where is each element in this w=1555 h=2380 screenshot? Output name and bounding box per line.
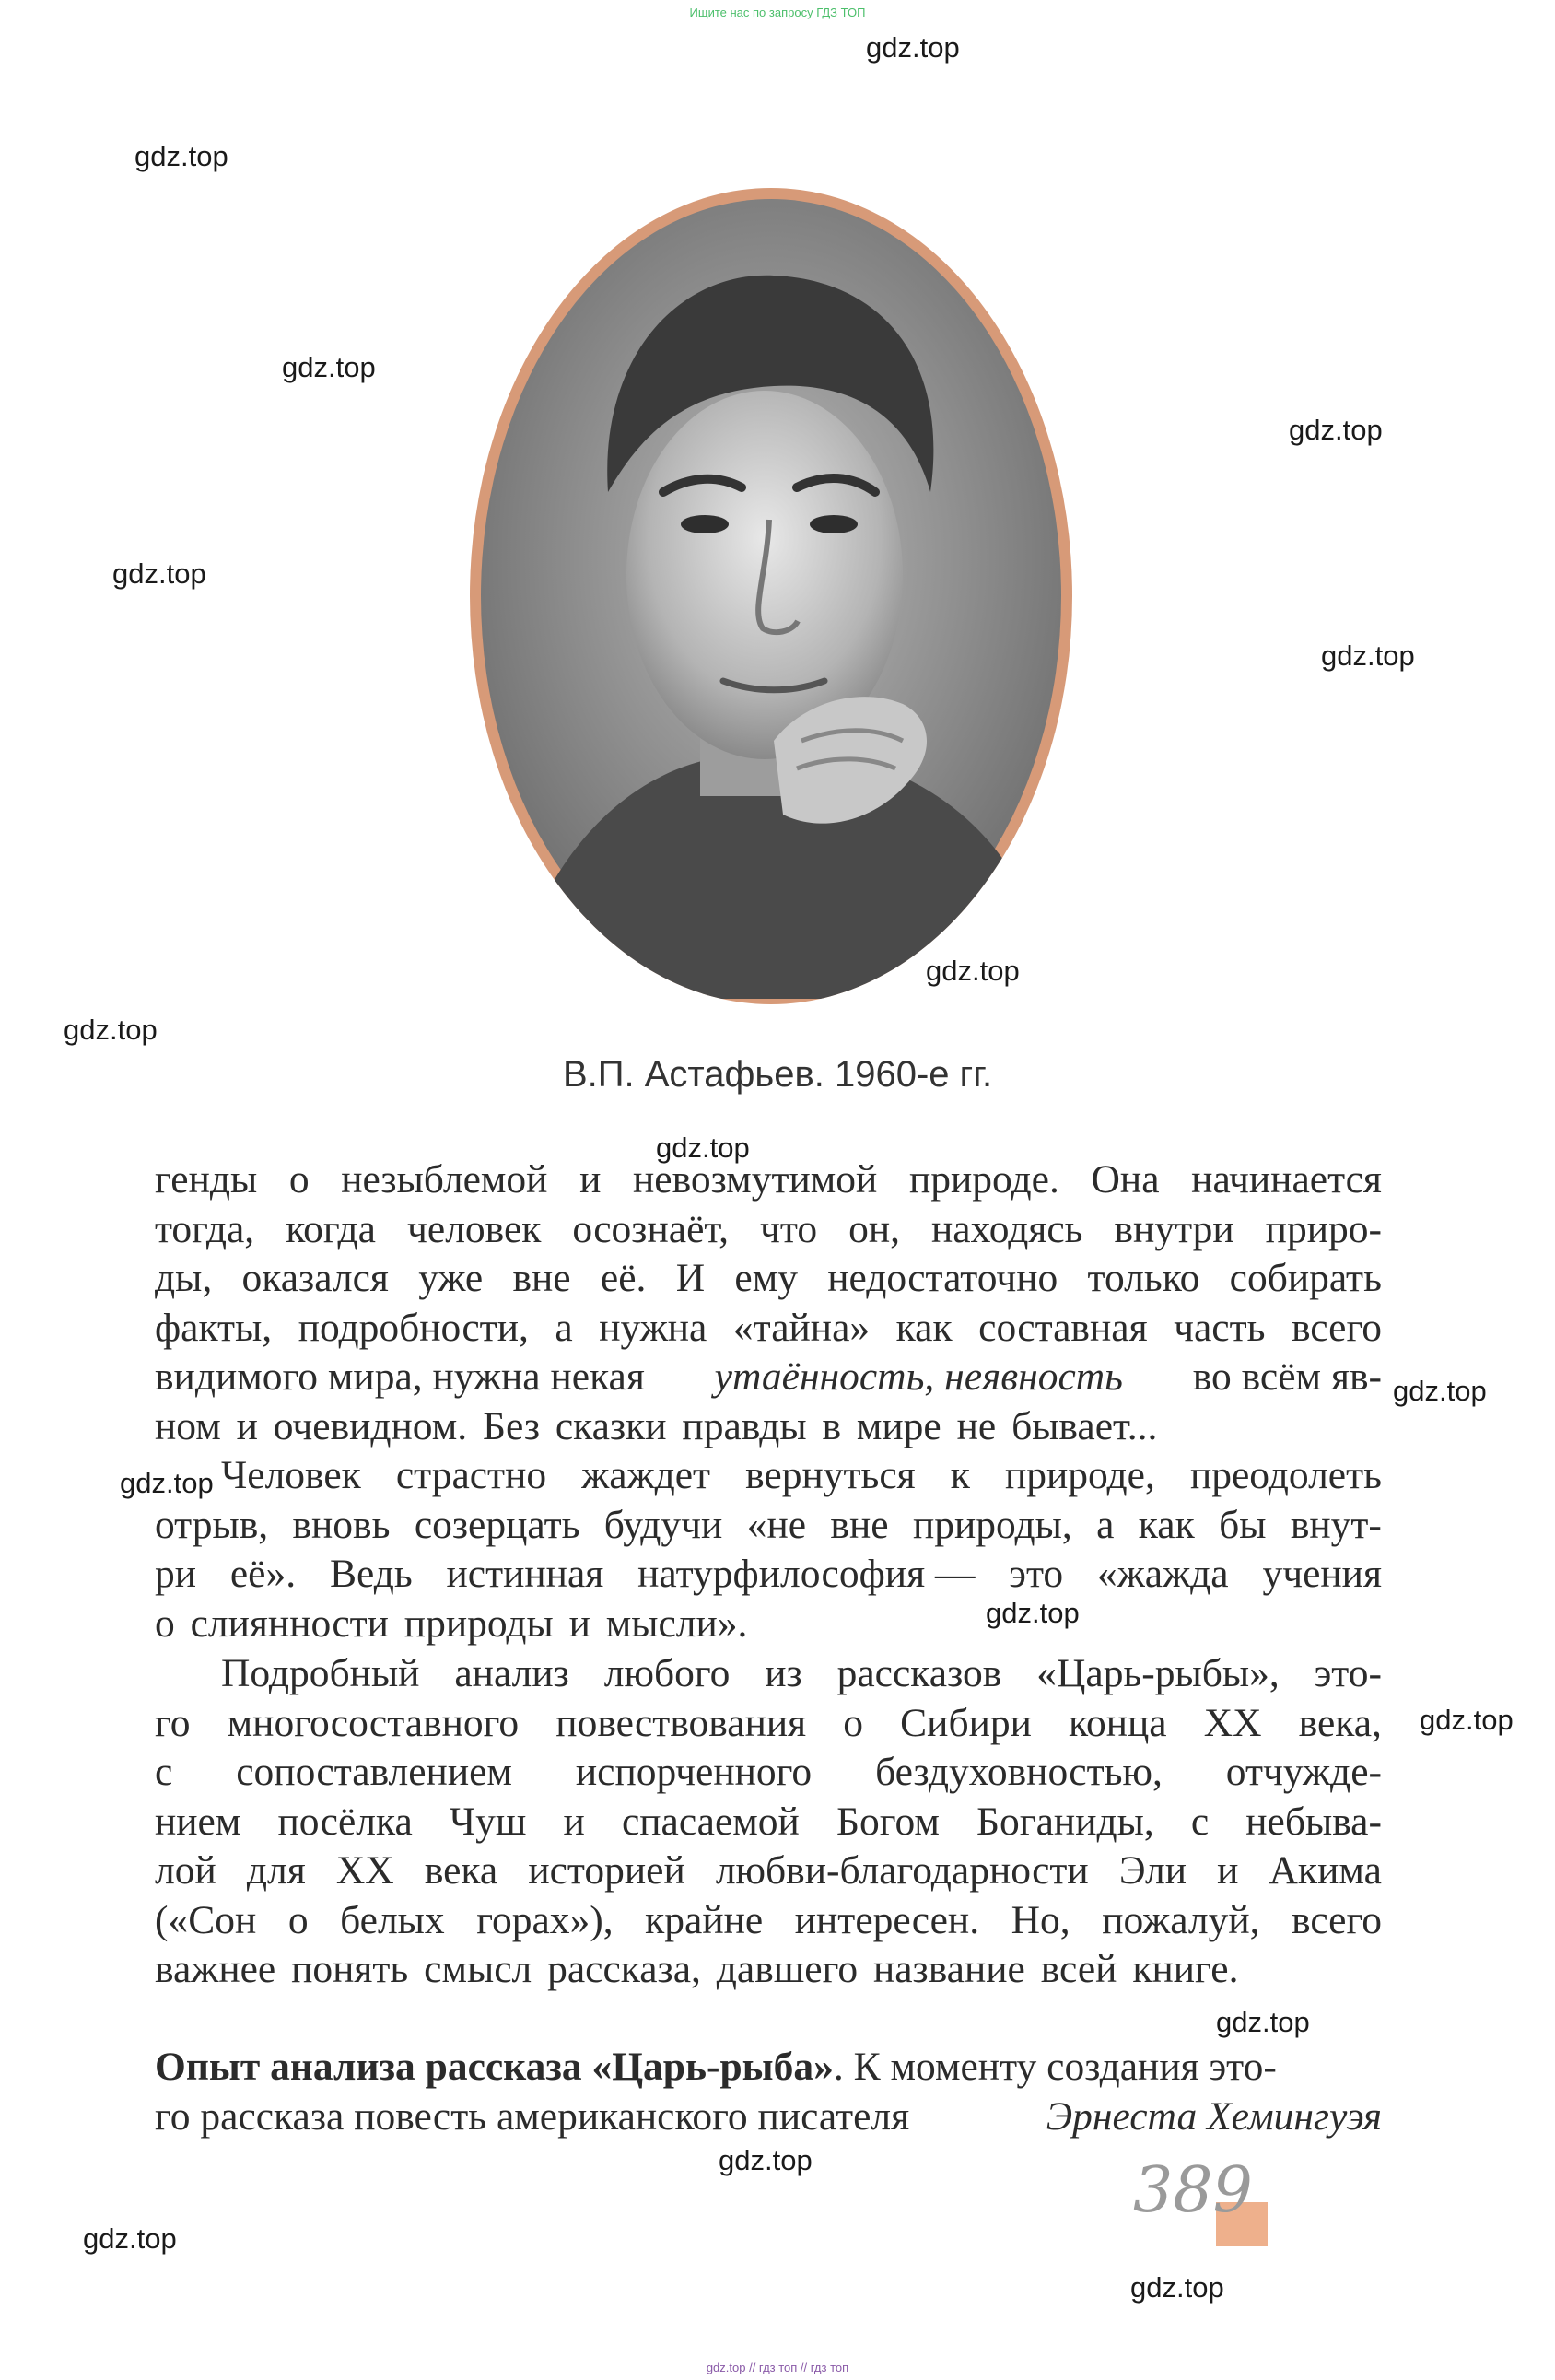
page-number: 389 (1133, 2154, 1253, 2227)
watermark: gdz.top (83, 2222, 177, 2255)
watermark: gdz.top (282, 351, 376, 383)
text-line: с сопоставлением испорченного бездуховностью, отчужде- (155, 1750, 1382, 1794)
section-paragraph (155, 2043, 1382, 2141)
portrait-frame (470, 188, 1072, 1004)
text-line: факты, подробности, а нужна «тайна» как составная часть всего (155, 1305, 1382, 1350)
text-line: Опыт анализа рассказа «Царь-рыба». К моменту создания это- (155, 2045, 1277, 2089)
text-line: видимого мира, нужна некая утаённость, неявность во всём яв- (155, 1354, 1382, 1399)
watermark: gdz.top (1321, 639, 1415, 672)
watermark: gdz.top (64, 1014, 158, 1046)
text-line: ды, оказался уже вне её. И ему недостаточно только собирать (155, 1256, 1382, 1300)
text-line: важнее понять смысл рассказа, давшего название всей книге. (155, 1947, 1239, 1991)
section-title: Опыт анализа рассказа «Царь-рыба» (155, 2045, 834, 2089)
watermark: gdz.top (1216, 2006, 1310, 2038)
top-banner: Ищите нас по запросу ГДЗ ТОП (689, 6, 866, 19)
watermark: gdz.top (719, 2144, 813, 2176)
text-line: Человек страстно жаждет вернуться к природе, преодолеть (221, 1453, 1382, 1497)
watermark: gdz.top (926, 955, 1020, 987)
paragraph-2 (155, 1451, 1382, 1648)
text-line: отрыв, вновь созерцать будучи «не вне природы, а как бы внут- (155, 1502, 1382, 1547)
watermark: gdz.top (656, 1131, 750, 1164)
watermark: gdz.top (120, 1467, 214, 1499)
watermark: gdz.top (866, 31, 960, 64)
author-portrait (470, 188, 1072, 1004)
photo-caption: В.П. Астафьев. 1960-е гг. (562, 1054, 993, 1095)
text-line: генды о незыблемой и невозмутимой природе. Она начинается (155, 1157, 1382, 1202)
text-line: лой для XX века историей любви-благодарности Эли и Акима (155, 1848, 1382, 1893)
text-line: ри её». Ведь истинная натурфилософия — это «жажда учения (155, 1552, 1382, 1596)
text-line: го рассказа повесть американского писателя Эрнеста Хемингуэя (155, 2093, 1382, 2139)
text-line: го многосоставного повествования о Сибири конца XX века, (155, 1700, 1382, 1745)
watermark: gdz.top (134, 140, 228, 172)
watermark: gdz.top (112, 557, 206, 590)
text-line: тогда, когда человек осознаёт, что он, находясь внутри приро- (155, 1206, 1382, 1251)
text-line: Подробный анализ любого из рассказов «Царь-рыбы», это- (221, 1651, 1382, 1695)
footer-banner: gdz.top // гдз топ // гдз топ (706, 2361, 849, 2374)
watermark: gdz.top (1420, 1704, 1514, 1736)
text-line: («Сон о белых горах»), крайне интересен. Но, пожалуй, всего (155, 1897, 1382, 1942)
paragraph-1 (155, 1155, 1382, 1451)
text-line: ном и очевидном. Без сказки правды в мире не бывает... (155, 1403, 1158, 1448)
paragraph-3 (155, 1649, 1382, 1995)
watermark: gdz.top (986, 1597, 1080, 1629)
watermark: gdz.top (1130, 2271, 1224, 2304)
text-line: нием посёлка Чуш и спасаемой Богом Боганиды, с небыва- (155, 1799, 1382, 1844)
text-line: о слиянности природы и мысли». (155, 1600, 748, 1646)
watermark: gdz.top (1289, 414, 1383, 446)
watermark: gdz.top (1393, 1375, 1487, 1407)
